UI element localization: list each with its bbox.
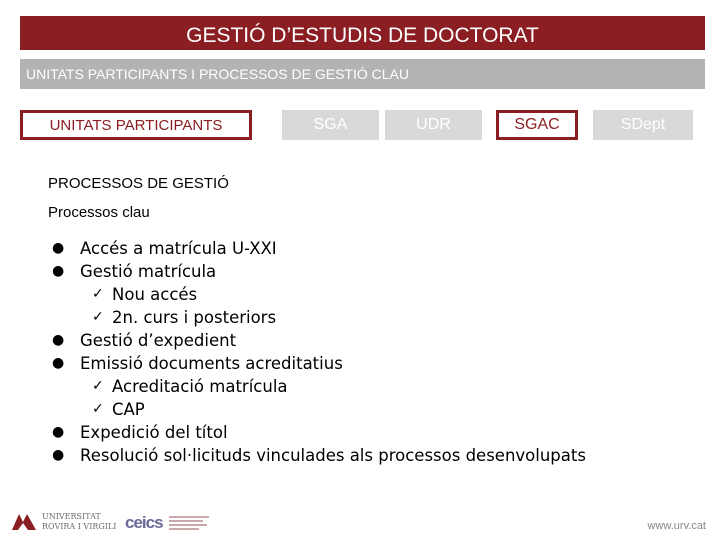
bullet-icon: ● — [52, 332, 65, 348]
list-item-text: Emissió documents acreditatius — [80, 354, 343, 373]
section-title: PROCESSOS DE GESTIÓ — [48, 175, 229, 192]
tab-sdept[interactable] — [593, 110, 693, 140]
subtitle-bar — [20, 59, 705, 89]
footer-url[interactable]: www.urv.cat — [647, 520, 706, 532]
list-item-text: Gestió d’expedient — [80, 331, 237, 350]
check-icon: ✓ — [92, 378, 104, 394]
list-item — [52, 352, 586, 375]
sub-list-item-text: Nou accés — [112, 285, 198, 304]
bullet-icon: ● — [52, 447, 65, 463]
tab-label: UDR — [416, 116, 451, 133]
tab-label: SGA — [313, 116, 348, 133]
bullet-icon: ● — [52, 355, 65, 371]
urv-logo-line: ROVIRA I VIRGILI — [42, 522, 117, 531]
subsection-title: Processos clau — [48, 204, 150, 221]
list-item — [52, 329, 586, 352]
tab-udr[interactable] — [385, 110, 482, 140]
bullet-icon: ● — [52, 263, 65, 279]
tab-sgac[interactable] — [496, 110, 578, 140]
list-item-text: Resolució sol·licituds vinculades als processos desenvolupats — [80, 446, 586, 465]
page-title-text: GESTIÓ D’ESTUDIS DE DOCTORAT — [186, 24, 539, 47]
tab-label: SGAC — [514, 116, 560, 133]
list-item — [52, 444, 586, 467]
list-item-text: Accés a matrícula U-XXI — [80, 239, 277, 258]
check-icon: ✓ — [92, 309, 104, 325]
tab-label: UNITATS PARTICIPANTS — [49, 116, 223, 134]
list-item — [52, 237, 586, 260]
list-item — [52, 260, 586, 283]
sub-list-item-text: CAP — [112, 400, 145, 419]
page-title — [20, 16, 705, 50]
check-icon: ✓ — [92, 401, 104, 417]
subtitle-text: UNITATS PARTICIPANTS I PROCESSOS DE GESTIÓ CLAU — [26, 66, 409, 82]
list-item — [52, 421, 586, 444]
ceics-logo-lines — [169, 516, 209, 530]
urv-logo-line: UNIVERSITAT — [42, 512, 101, 521]
ceics-line — [169, 516, 209, 518]
bullet-icon: ● — [52, 240, 65, 256]
sub-list-item — [52, 375, 586, 398]
ceics-logo-text: ceics — [125, 513, 163, 532]
sub-list-item-text: Acreditació matrícula — [112, 377, 288, 396]
tab-sga[interactable] — [282, 110, 379, 140]
tab-unitats-participants[interactable] — [20, 110, 252, 140]
list-item-text: Expedició del títol — [80, 423, 228, 442]
sub-list-item — [52, 306, 586, 329]
ceics-line — [169, 528, 199, 530]
tab-label: SDept — [620, 116, 666, 133]
check-icon: ✓ — [92, 286, 104, 302]
sub-list-item — [52, 398, 586, 421]
bullet-icon: ● — [52, 424, 65, 440]
ceics-line — [169, 524, 207, 526]
ceics-logo[interactable] — [125, 510, 245, 536]
urv-logo-text — [42, 512, 116, 532]
list-item-text: Gestió matrícula — [80, 262, 217, 281]
sub-list-item — [52, 283, 586, 306]
ceics-line — [169, 520, 203, 522]
urv-logo[interactable] — [10, 508, 120, 536]
sub-list-item-text: 2n. curs i posteriors — [112, 308, 277, 327]
process-list — [52, 237, 586, 467]
urv-mark-icon — [10, 510, 38, 534]
